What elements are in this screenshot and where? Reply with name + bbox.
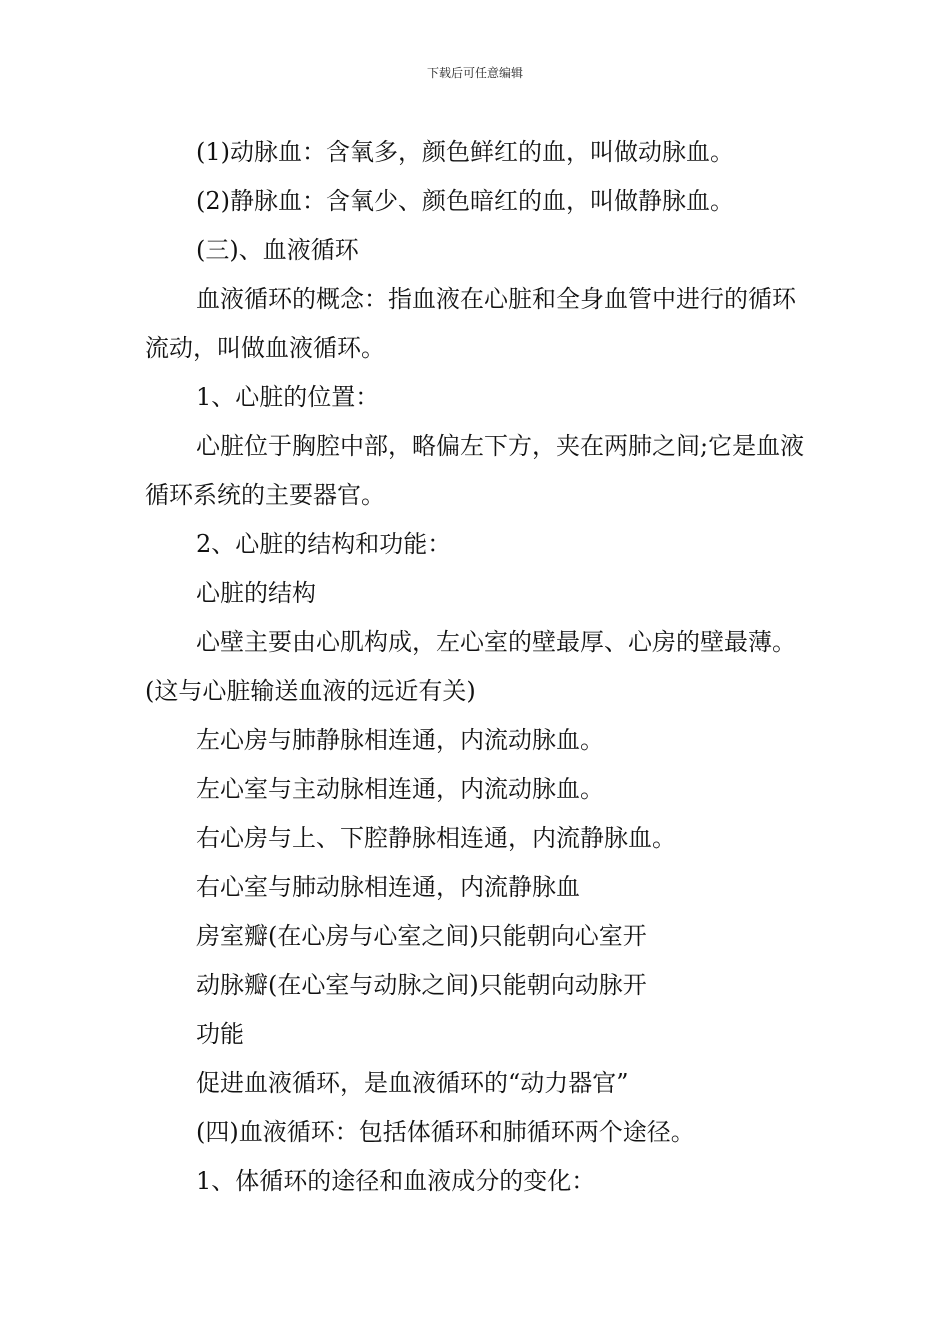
paragraph-atrioventricular-valve: 房室瓣(在心房与心室之间)只能朝向心室开 [196,922,647,950]
document-body [145,128,810,1206]
paragraph-arterial-blood: (1)动脉血：含氧多，颜色鲜红的血，叫做动脉血。 [196,138,734,166]
paragraph-circulation-concept: 血液循环的概念：指血液在心脏和全身血管中进行的循环流动，叫做血液循环。 [145,285,796,362]
paragraph-left-atrium: 左心房与肺静脉相连通，内流动脉血。 [196,726,604,754]
section-heading-blood-circulation: (三)、血液循环 [196,236,359,264]
section-heading-circulation-paths: (四)血液循环：包括体循环和肺循环两个途径。 [196,1118,695,1146]
paragraph-heart-wall: 心壁主要由心肌构成，左心室的壁最厚、心房的壁最薄。(这与心脏输送血液的远近有关) [145,628,796,705]
paragraph-right-atrium: 右心房与上、下腔静脉相连通，内流静脉血。 [196,824,676,852]
subheading-heart-structure-function: 2、心脏的结构和功能： [196,530,452,558]
subheading-heart-position: 1、心脏的位置： [196,383,380,411]
paragraph-function: 促进血液循环，是血液循环的“动力器官” [196,1069,629,1097]
paragraph-left-ventricle: 左心室与主动脉相连通，内流动脉血。 [196,775,604,803]
paragraph-heart-position: 心脏位于胸腔中部，略偏左下方，夹在两肺之间;它是血液循环系统的主要器官。 [145,432,805,509]
subheading-function: 功能 [196,1020,244,1048]
paragraph-venous-blood: (2)静脉血：含氧少、颜色暗红的血，叫做静脉血。 [196,187,734,215]
subheading-heart-structure: 心脏的结构 [196,579,316,607]
page-header-note: 下载后可任意编辑 [426,66,523,80]
subheading-systemic-circulation: 1、体循环的途径和血液成分的变化： [196,1167,596,1195]
paragraph-arterial-valve: 动脉瓣(在心室与动脉之间)只能朝向动脉开 [196,971,647,999]
paragraph-right-ventricle: 右心室与肺动脉相连通，内流静脉血 [196,873,580,901]
